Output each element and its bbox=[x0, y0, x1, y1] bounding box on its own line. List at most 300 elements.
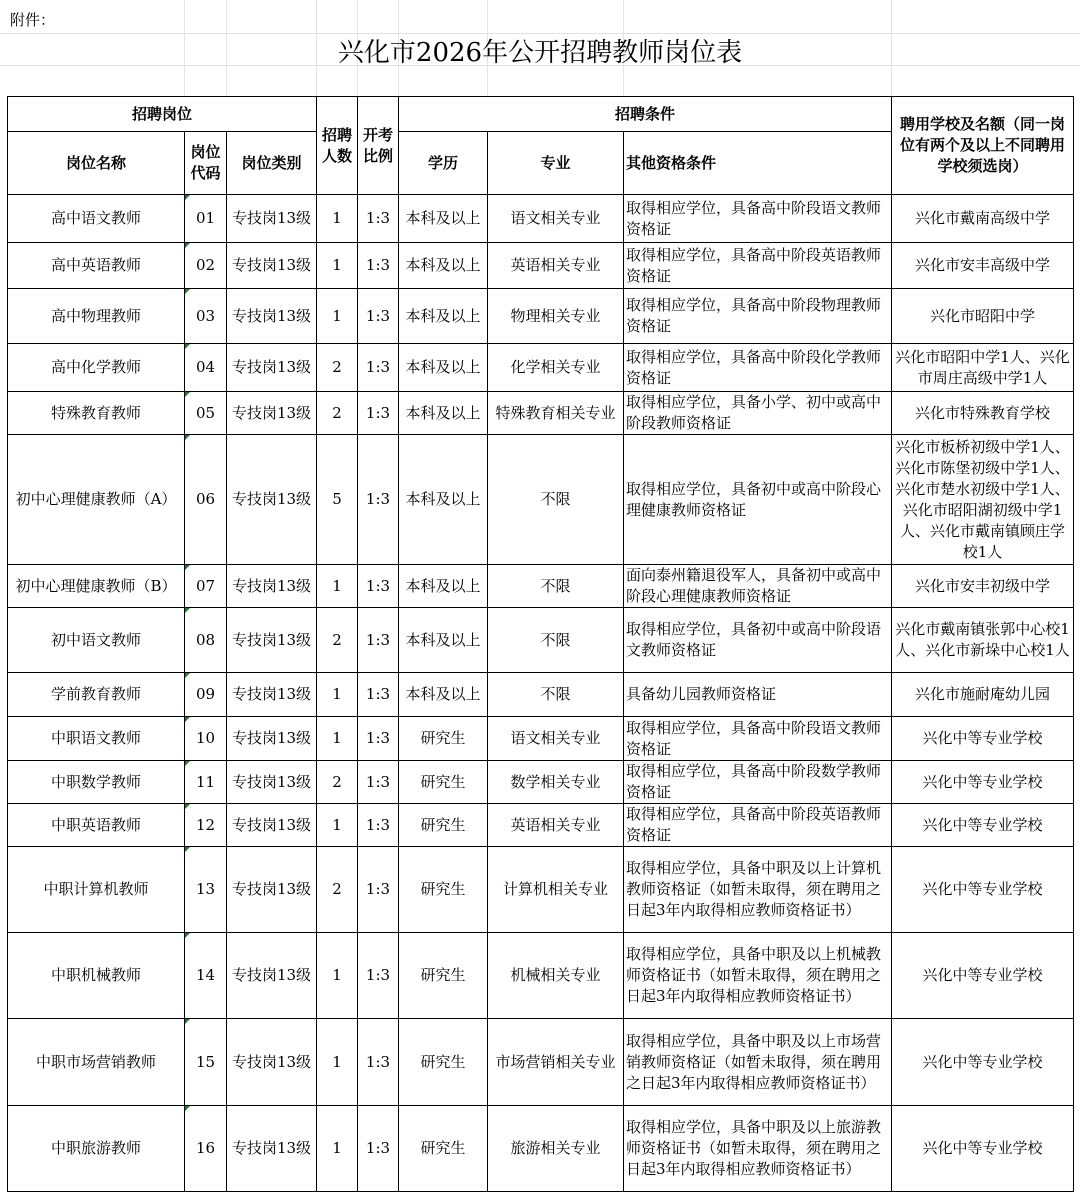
header-post-type: 岗位类别 bbox=[227, 132, 317, 195]
post-code-cell bbox=[185, 195, 227, 243]
school-cell bbox=[892, 565, 1074, 608]
education-cell bbox=[399, 1019, 488, 1106]
post-name-cell bbox=[8, 847, 185, 933]
education-cell bbox=[399, 717, 488, 761]
post-code-cell bbox=[185, 761, 227, 804]
cell-marker-icon bbox=[185, 608, 190, 613]
post-code-cell-text: 13 bbox=[195, 880, 216, 898]
post-type-cell bbox=[227, 435, 317, 565]
school-cell-text: 兴化中等专业学校 bbox=[922, 880, 1043, 898]
school-cell bbox=[892, 392, 1074, 435]
post-name-cell-text: 中职市场营销教师 bbox=[35, 1052, 156, 1071]
education-cell-text: 研究生 bbox=[420, 1139, 466, 1157]
post-name-cell bbox=[8, 717, 185, 761]
school-cell-text: 兴化市安丰高级中学 bbox=[914, 256, 1050, 274]
count-cell-text: 1 bbox=[332, 209, 342, 227]
count-cell-text: 1 bbox=[332, 576, 342, 595]
post-name-cell bbox=[8, 1019, 185, 1106]
table-row bbox=[8, 344, 1074, 392]
post-code-cell-text: 07 bbox=[195, 576, 216, 595]
count-cell bbox=[317, 804, 358, 847]
ratio-cell-text: 1:3 bbox=[365, 490, 391, 508]
other-conditions-cell-text: 取得相应学位，具备中职及以上市场营销教师资格证（如暂未取得，须在聘用之日起3年内取得相应教师资格证书） bbox=[626, 1031, 882, 1092]
cell-marker-icon bbox=[185, 847, 190, 852]
major-cell-text: 旅游相关专业 bbox=[510, 1139, 601, 1157]
post-type-cell bbox=[227, 717, 317, 761]
post-name-cell-text: 高中英语教师 bbox=[50, 256, 141, 274]
post-code-cell-text: 08 bbox=[195, 630, 216, 649]
post-type-cell-text: 专技岗13级 bbox=[231, 576, 312, 595]
other-conditions-cell bbox=[624, 344, 892, 392]
attachment-note: 附件： bbox=[10, 11, 56, 29]
school-cell bbox=[892, 761, 1074, 804]
ratio-cell bbox=[358, 289, 399, 344]
education-cell-text: 本科及以上 bbox=[405, 685, 481, 703]
post-code-cell bbox=[185, 608, 227, 673]
education-cell-text: 本科及以上 bbox=[405, 403, 481, 422]
other-conditions-cell bbox=[624, 608, 892, 673]
school-cell bbox=[892, 717, 1074, 761]
school-cell bbox=[892, 933, 1074, 1019]
education-cell bbox=[399, 435, 488, 565]
count-cell-text: 1 bbox=[332, 966, 342, 984]
count-cell-text: 1 bbox=[332, 815, 342, 834]
major-cell bbox=[488, 608, 624, 673]
major-cell bbox=[488, 1106, 624, 1192]
post-code-cell-text: 03 bbox=[195, 306, 216, 325]
education-cell-text: 研究生 bbox=[420, 729, 466, 747]
other-conditions-cell-text: 取得相应学位，具备初中或高中阶段语文教师资格证 bbox=[626, 620, 882, 659]
education-cell bbox=[399, 565, 488, 608]
post-type-cell bbox=[227, 608, 317, 673]
school-cell-text: 兴化中等专业学校 bbox=[922, 772, 1043, 791]
post-type-cell-text: 专技岗13级 bbox=[231, 403, 312, 422]
major-cell bbox=[488, 847, 624, 933]
post-code-cell-text: 15 bbox=[195, 1052, 216, 1071]
ratio-cell-text: 1:3 bbox=[365, 306, 391, 325]
table-row bbox=[8, 673, 1074, 717]
count-cell-text: 1 bbox=[332, 1139, 342, 1157]
post-type-cell bbox=[227, 847, 317, 933]
post-name-cell-text: 特殊教育教师 bbox=[50, 403, 141, 422]
post-name-cell bbox=[8, 243, 185, 289]
ratio-cell-text: 1:3 bbox=[365, 403, 391, 422]
other-conditions-cell-text: 取得相应学位，具备高中阶段英语教师资格证 bbox=[626, 805, 882, 844]
ratio-cell bbox=[358, 435, 399, 565]
education-cell-text: 研究生 bbox=[420, 815, 466, 834]
ratio-cell-text: 1:3 bbox=[365, 256, 391, 274]
post-name-cell-text: 初中语文教师 bbox=[50, 630, 141, 649]
post-type-cell bbox=[227, 933, 317, 1019]
major-cell-text: 英语相关专业 bbox=[510, 815, 601, 834]
ratio-cell-text: 1:3 bbox=[365, 772, 391, 791]
ratio-cell bbox=[358, 344, 399, 392]
education-cell bbox=[399, 243, 488, 289]
post-code-cell bbox=[185, 717, 227, 761]
post-name-cell-text: 高中物理教师 bbox=[50, 306, 141, 325]
major-cell-text: 不限 bbox=[540, 576, 571, 595]
count-cell bbox=[317, 435, 358, 565]
count-cell bbox=[317, 1106, 358, 1192]
cell-marker-icon bbox=[185, 344, 190, 349]
cell-marker-icon bbox=[185, 565, 190, 570]
other-conditions-cell bbox=[624, 435, 892, 565]
school-cell-text: 兴化市施耐庵幼儿园 bbox=[914, 685, 1050, 703]
ratio-cell bbox=[358, 804, 399, 847]
table-row bbox=[8, 392, 1074, 435]
count-cell bbox=[317, 717, 358, 761]
major-cell bbox=[488, 673, 624, 717]
post-type-cell-text: 专技岗13级 bbox=[231, 490, 312, 508]
post-code-cell-text: 14 bbox=[195, 966, 216, 984]
cell-marker-icon bbox=[185, 717, 190, 722]
school-cell-text: 兴化中等专业学校 bbox=[922, 729, 1043, 747]
school-cell bbox=[892, 243, 1074, 289]
education-cell-text: 本科及以上 bbox=[405, 630, 481, 649]
school-cell-text: 兴化市戴南镇张郭中心校1人、兴化市新垛中心校1人 bbox=[895, 620, 1070, 659]
post-code-cell-text: 04 bbox=[195, 358, 216, 376]
education-cell bbox=[399, 1106, 488, 1192]
count-cell-text: 1 bbox=[332, 306, 342, 325]
other-conditions-cell-text: 取得相应学位，具备高中阶段数学教师资格证 bbox=[626, 762, 882, 801]
school-cell-text: 兴化市昭阳中学1人、兴化市周庄高级中学1人 bbox=[895, 347, 1070, 387]
post-code-cell-text: 09 bbox=[195, 685, 216, 703]
major-cell-text: 物理相关专业 bbox=[510, 306, 601, 325]
ratio-cell-text: 1:3 bbox=[365, 729, 391, 747]
post-type-cell-text: 专技岗13级 bbox=[231, 306, 312, 325]
major-cell bbox=[488, 804, 624, 847]
education-cell bbox=[399, 392, 488, 435]
ratio-cell-text: 1:3 bbox=[365, 966, 391, 984]
education-cell bbox=[399, 195, 488, 243]
major-cell-text: 不限 bbox=[540, 685, 571, 703]
other-conditions-cell-text: 取得相应学位，具备中职及以上计算机教师资格证（如暂未取得，须在聘用之日起3年内取得相应教师资格证书） bbox=[626, 859, 882, 919]
post-name-cell-text: 中职旅游教师 bbox=[50, 1139, 141, 1157]
education-cell bbox=[399, 608, 488, 673]
cell-marker-icon bbox=[185, 195, 190, 200]
header-school: 聘用学校及名额（同一岗位有两个及以上不同聘用学校须选岗） bbox=[892, 97, 1074, 195]
post-code-cell bbox=[185, 565, 227, 608]
post-code-cell bbox=[185, 804, 227, 847]
post-type-cell-text: 专技岗13级 bbox=[231, 966, 312, 984]
school-cell-text: 兴化市昭阳中学 bbox=[929, 306, 1035, 325]
post-type-cell-text: 专技岗13级 bbox=[231, 209, 312, 227]
post-name-cell bbox=[8, 435, 185, 565]
school-cell-text: 兴化中等专业学校 bbox=[922, 1139, 1043, 1157]
education-cell bbox=[399, 933, 488, 1019]
post-name-cell bbox=[8, 608, 185, 673]
school-cell bbox=[892, 344, 1074, 392]
count-cell bbox=[317, 608, 358, 673]
ratio-cell bbox=[358, 847, 399, 933]
post-code-cell-text: 10 bbox=[195, 729, 216, 747]
ratio-cell-text: 1:3 bbox=[365, 358, 391, 376]
ratio-cell-text: 1:3 bbox=[365, 1139, 391, 1157]
post-code-cell-text: 11 bbox=[195, 772, 216, 791]
post-name-cell-text: 学前教育教师 bbox=[50, 685, 141, 703]
count-cell bbox=[317, 847, 358, 933]
cell-marker-icon bbox=[185, 289, 190, 294]
table-row bbox=[8, 1106, 1074, 1192]
header-group-post: 招聘岗位 bbox=[8, 97, 317, 132]
education-cell-text: 本科及以上 bbox=[405, 306, 481, 325]
education-cell-text: 本科及以上 bbox=[405, 576, 481, 595]
school-cell-text: 兴化中等专业学校 bbox=[922, 966, 1043, 984]
post-type-cell-text: 专技岗13级 bbox=[231, 815, 312, 834]
count-cell bbox=[317, 392, 358, 435]
table-row bbox=[8, 608, 1074, 673]
header-other: 其他资格条件 bbox=[624, 132, 892, 195]
ratio-cell bbox=[358, 1106, 399, 1192]
post-name-cell bbox=[8, 673, 185, 717]
other-conditions-cell bbox=[624, 673, 892, 717]
table-row bbox=[8, 289, 1074, 344]
education-cell bbox=[399, 673, 488, 717]
cell-marker-icon bbox=[185, 392, 190, 397]
major-cell bbox=[488, 243, 624, 289]
major-cell-text: 机械相关专业 bbox=[510, 966, 601, 984]
table-row bbox=[8, 195, 1074, 243]
table-row bbox=[8, 435, 1074, 565]
post-type-cell bbox=[227, 195, 317, 243]
other-conditions-cell-text: 取得相应学位，具备高中阶段英语教师资格证 bbox=[626, 245, 882, 285]
major-cell bbox=[488, 761, 624, 804]
other-conditions-cell-text: 取得相应学位，具备初中或高中阶段心理健康教师资格证 bbox=[626, 479, 882, 519]
post-code-cell-text: 06 bbox=[195, 490, 216, 508]
post-type-cell bbox=[227, 565, 317, 608]
ratio-cell-text: 1:3 bbox=[365, 685, 391, 703]
major-cell-text: 特殊教育相关专业 bbox=[495, 403, 616, 422]
post-code-cell bbox=[185, 243, 227, 289]
post-name-cell bbox=[8, 392, 185, 435]
positions-table bbox=[7, 96, 1074, 1192]
other-conditions-cell-text: 取得相应学位，具备中职及以上旅游教师资格证书（如暂未取得，须在聘用之日起3年内取得相应教师资格证书） bbox=[626, 1118, 882, 1178]
header-group-conditions: 招聘条件 bbox=[399, 97, 892, 132]
major-cell bbox=[488, 195, 624, 243]
post-name-cell bbox=[8, 1106, 185, 1192]
post-name-cell bbox=[8, 344, 185, 392]
major-cell-text: 语文相关专业 bbox=[510, 729, 601, 747]
post-code-cell bbox=[185, 392, 227, 435]
table-row bbox=[8, 243, 1074, 289]
post-name-cell bbox=[8, 804, 185, 847]
education-cell bbox=[399, 289, 488, 344]
school-cell-text: 兴化市特殊教育学校 bbox=[914, 403, 1050, 422]
ratio-cell-text: 1:3 bbox=[365, 209, 391, 227]
post-name-cell bbox=[8, 195, 185, 243]
table-row bbox=[8, 565, 1074, 608]
school-cell bbox=[892, 608, 1074, 673]
major-cell-text: 数学相关专业 bbox=[510, 772, 601, 791]
school-cell bbox=[892, 289, 1074, 344]
table-row bbox=[8, 761, 1074, 804]
post-code-cell-text: 05 bbox=[195, 403, 216, 422]
post-name-cell-text: 高中语文教师 bbox=[50, 209, 141, 227]
school-cell bbox=[892, 1106, 1074, 1192]
post-name-cell-text: 中职机械教师 bbox=[50, 966, 141, 984]
major-cell-text: 化学相关专业 bbox=[510, 358, 601, 376]
major-cell-text: 不限 bbox=[540, 490, 571, 508]
page-title: 兴化市2026年公开招聘教师岗位表 bbox=[337, 38, 743, 68]
education-cell bbox=[399, 344, 488, 392]
ratio-cell bbox=[358, 761, 399, 804]
post-code-cell-text: 16 bbox=[195, 1139, 216, 1157]
post-name-cell bbox=[8, 289, 185, 344]
ratio-cell bbox=[358, 392, 399, 435]
other-conditions-cell-text: 取得相应学位，具备高中阶段语文教师资格证 bbox=[626, 718, 882, 758]
post-code-cell bbox=[185, 933, 227, 1019]
other-conditions-cell bbox=[624, 847, 892, 933]
ratio-cell-text: 1:3 bbox=[365, 630, 391, 649]
other-conditions-cell bbox=[624, 933, 892, 1019]
count-cell-text: 1 bbox=[332, 729, 342, 747]
other-conditions-cell bbox=[624, 289, 892, 344]
major-cell bbox=[488, 392, 624, 435]
count-cell-text: 1 bbox=[332, 1052, 342, 1071]
table-row bbox=[8, 717, 1074, 761]
table-row bbox=[8, 1019, 1074, 1106]
cell-marker-icon bbox=[185, 761, 190, 766]
table-row bbox=[8, 933, 1074, 1019]
header-post-name: 岗位名称 bbox=[8, 132, 185, 195]
other-conditions-cell bbox=[624, 717, 892, 761]
post-name-cell-text: 中职语文教师 bbox=[50, 729, 141, 747]
education-cell-text: 研究生 bbox=[420, 966, 466, 984]
count-cell bbox=[317, 761, 358, 804]
other-conditions-cell-text: 取得相应学位，具备高中阶段物理教师资格证 bbox=[626, 296, 882, 335]
school-cell-text: 兴化市戴南高级中学 bbox=[914, 209, 1050, 227]
post-type-cell bbox=[227, 392, 317, 435]
post-code-cell bbox=[185, 847, 227, 933]
cell-marker-icon bbox=[185, 1106, 190, 1111]
post-name-cell-text: 初中心理健康教师（A） bbox=[15, 490, 177, 508]
education-cell-text: 研究生 bbox=[420, 880, 466, 898]
post-name-cell-text: 中职数学教师 bbox=[50, 772, 141, 791]
cell-marker-icon bbox=[185, 804, 190, 809]
education-cell-text: 本科及以上 bbox=[405, 256, 481, 274]
count-cell bbox=[317, 289, 358, 344]
post-code-cell bbox=[185, 344, 227, 392]
post-code-cell bbox=[185, 435, 227, 565]
other-conditions-cell-text: 取得相应学位，具备高中阶段化学教师资格证 bbox=[626, 347, 882, 387]
major-cell-text: 语文相关专业 bbox=[510, 209, 601, 227]
count-cell-text: 2 bbox=[332, 772, 342, 791]
post-name-cell bbox=[8, 933, 185, 1019]
other-conditions-cell bbox=[624, 1106, 892, 1192]
school-cell bbox=[892, 804, 1074, 847]
school-cell bbox=[892, 673, 1074, 717]
post-name-cell-text: 初中心理健康教师（B） bbox=[15, 576, 177, 595]
ratio-cell-text: 1:3 bbox=[365, 880, 391, 898]
count-cell bbox=[317, 344, 358, 392]
school-cell bbox=[892, 1019, 1074, 1106]
post-name-cell-text: 中职计算机教师 bbox=[43, 880, 149, 898]
school-cell-text: 兴化市安丰初级中学 bbox=[914, 576, 1050, 595]
count-cell-text: 5 bbox=[332, 490, 342, 508]
education-cell-text: 本科及以上 bbox=[405, 209, 481, 227]
post-type-cell bbox=[227, 344, 317, 392]
cell-marker-icon bbox=[185, 243, 190, 248]
post-code-cell-text: 01 bbox=[195, 209, 216, 227]
post-name-cell-text: 高中化学教师 bbox=[50, 358, 141, 376]
major-cell-text: 市场营销相关专业 bbox=[495, 1052, 616, 1071]
other-conditions-cell bbox=[624, 392, 892, 435]
count-cell bbox=[317, 1019, 358, 1106]
post-type-cell-text: 专技岗13级 bbox=[231, 1052, 312, 1071]
post-type-cell bbox=[227, 243, 317, 289]
count-cell-text: 2 bbox=[332, 880, 342, 898]
post-name-cell bbox=[8, 761, 185, 804]
education-cell bbox=[399, 761, 488, 804]
header-count: 招聘人数 bbox=[317, 97, 358, 195]
school-cell bbox=[892, 847, 1074, 933]
post-type-cell bbox=[227, 761, 317, 804]
other-conditions-cell bbox=[624, 243, 892, 289]
count-cell-text: 1 bbox=[332, 685, 342, 703]
ratio-cell bbox=[358, 565, 399, 608]
count-cell bbox=[317, 565, 358, 608]
education-cell bbox=[399, 804, 488, 847]
ratio-cell-text: 1:3 bbox=[365, 815, 391, 834]
ratio-cell bbox=[358, 717, 399, 761]
count-cell-text: 2 bbox=[332, 358, 342, 376]
other-conditions-cell bbox=[624, 804, 892, 847]
post-code-cell bbox=[185, 289, 227, 344]
table-row bbox=[8, 847, 1074, 933]
major-cell bbox=[488, 289, 624, 344]
cell-marker-icon bbox=[185, 673, 190, 678]
post-type-cell-text: 专技岗13级 bbox=[231, 880, 312, 898]
school-cell bbox=[892, 435, 1074, 565]
post-code-cell bbox=[185, 1019, 227, 1106]
major-cell bbox=[488, 933, 624, 1019]
ratio-cell bbox=[358, 673, 399, 717]
school-cell-text: 兴化中等专业学校 bbox=[922, 1052, 1043, 1071]
ratio-cell bbox=[358, 195, 399, 243]
count-cell bbox=[317, 933, 358, 1019]
school-cell bbox=[892, 195, 1074, 243]
ratio-cell bbox=[358, 608, 399, 673]
ratio-cell-text: 1:3 bbox=[365, 1052, 391, 1071]
post-type-cell-text: 专技岗13级 bbox=[231, 772, 312, 791]
count-cell bbox=[317, 195, 358, 243]
post-code-cell bbox=[185, 673, 227, 717]
header-post-code: 岗位代码 bbox=[185, 132, 227, 195]
other-conditions-cell bbox=[624, 761, 892, 804]
count-cell-text: 2 bbox=[332, 630, 342, 649]
post-type-cell-text: 专技岗13级 bbox=[231, 630, 312, 649]
education-cell-text: 研究生 bbox=[420, 1052, 466, 1071]
post-code-cell bbox=[185, 1106, 227, 1192]
header-row-top bbox=[8, 97, 1074, 132]
school-cell-text: 兴化中等专业学校 bbox=[922, 815, 1043, 834]
other-conditions-cell bbox=[624, 1019, 892, 1106]
post-type-cell-text: 专技岗13级 bbox=[231, 256, 312, 274]
post-type-cell-text: 专技岗13级 bbox=[231, 685, 312, 703]
post-type-cell bbox=[227, 289, 317, 344]
major-cell bbox=[488, 344, 624, 392]
post-type-cell bbox=[227, 1019, 317, 1106]
major-cell-text: 英语相关专业 bbox=[510, 256, 601, 274]
school-cell-text: 兴化市板桥初级中学1人、兴化市陈堡初级中学1人、兴化市楚水初级中学1人、兴化市昭阳湖初级中学1人、兴化市戴南镇顾庄学校1人 bbox=[895, 437, 1070, 561]
post-type-cell-text: 专技岗13级 bbox=[231, 1139, 312, 1157]
post-type-cell bbox=[227, 1106, 317, 1192]
cell-marker-icon bbox=[185, 435, 190, 440]
major-cell-text: 计算机相关专业 bbox=[502, 880, 608, 898]
post-type-cell-text: 专技岗13级 bbox=[231, 729, 312, 747]
other-conditions-cell-text: 面向泰州籍退役军人，具备初中或高中阶段心理健康教师资格证 bbox=[626, 566, 882, 605]
other-conditions-cell bbox=[624, 565, 892, 608]
